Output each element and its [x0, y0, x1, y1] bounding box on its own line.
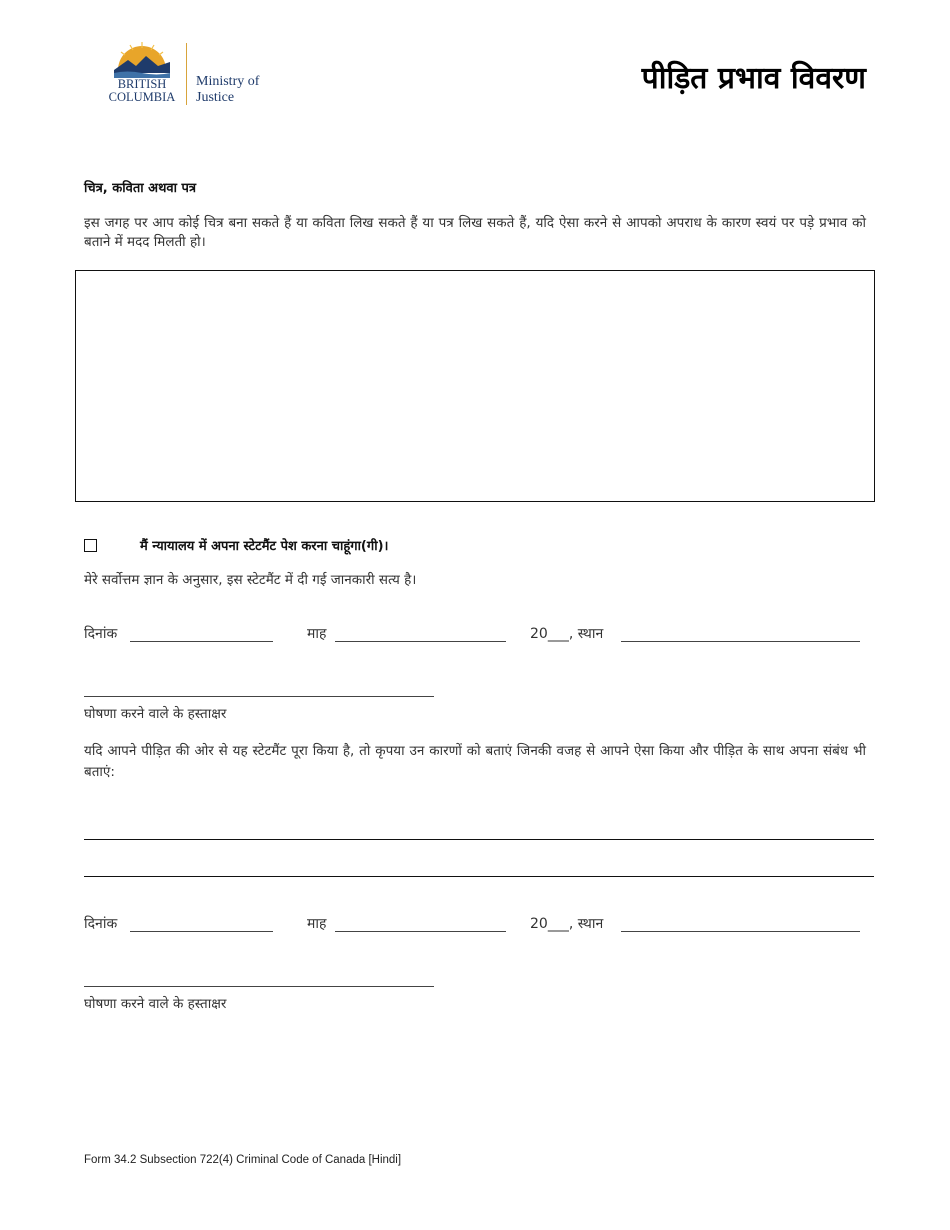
declarant-signature-field[interactable]: [84, 696, 434, 697]
year-place-label: 20___, स्थान: [530, 916, 604, 932]
on-behalf-date-row: [84, 914, 864, 936]
declaration-date-row: [84, 624, 864, 646]
month-field[interactable]: [335, 931, 506, 932]
document-title: पीड़ित प्रभाव विवरण: [641, 61, 866, 96]
logo-province-name: [104, 78, 180, 104]
month-label: माह: [307, 626, 327, 642]
logo-ministry-line1: Ministry of: [196, 74, 260, 89]
present-in-court-label: मैं न्यायालय में अपना स्टेटमैंट पेश करना चाहूंगा(गी)।: [140, 539, 389, 554]
date-label: दिनांक: [84, 626, 118, 642]
year-place-label: 20___, स्थान: [530, 626, 604, 642]
date-field[interactable]: [130, 641, 273, 642]
present-in-court-checkbox[interactable]: [84, 539, 97, 552]
reason-line-2[interactable]: [84, 876, 874, 877]
declarant-signature-label: घोषणा करने वाले के हस्ताक्षर: [84, 706, 227, 722]
present-in-court-option[interactable]: [84, 536, 784, 556]
bc-ministry-logo: [104, 40, 274, 108]
drawing-section-heading: चित्र, कविता अथवा पत्र: [84, 181, 197, 196]
on-behalf-instructions: यदि आपने पीड़ित की ओर से यह स्टेटमैंट पूरा किया है, तो कृपया उन कारणों को बताएं जिनकी वजह से आपने ऐसा किया और पीड़ित के साथ अपना संबंध भी बताएं:: [84, 743, 866, 780]
bc-sun-mountain-icon: [112, 40, 172, 80]
reason-line-1[interactable]: [84, 839, 874, 840]
date-label: दिनांक: [84, 916, 118, 932]
place-field[interactable]: [621, 931, 860, 932]
logo-divider: [186, 43, 187, 105]
drawing-area[interactable]: [75, 270, 875, 502]
date-field[interactable]: [130, 931, 273, 932]
on-behalf-signature-label: घोषणा करने वाले के हस्ताक्षर: [84, 996, 227, 1012]
drawing-instructions: इस जगह पर आप कोई चित्र बना सकते हैं या कविता लिख सकते हैं या पत्र लिख सकते हैं, यदि ऐसा करने से आपको अपराध के कारण स्वयं पर पड़े प्रभाव को बताने में मदद मिलती हो।: [84, 215, 866, 250]
logo-bc-line1: BRITISH: [117, 77, 167, 91]
place-field[interactable]: [621, 641, 860, 642]
logo-bc-line2: COLUMBIA: [108, 90, 176, 104]
logo-ministry-name: [196, 74, 259, 106]
on-behalf-signature-field[interactable]: [84, 986, 434, 987]
month-field[interactable]: [335, 641, 506, 642]
month-label: माह: [307, 916, 327, 932]
logo-ministry-line2: Justice: [196, 90, 235, 105]
declaration-statement: मेरे सर्वोत्तम ज्ञान के अनुसार, इस स्टेटमैंट में दी गई जानकारी सत्य है।: [84, 572, 417, 588]
form-footer: Form 34.2 Subsection 722(4) Criminal Code of Canada [Hindi]: [84, 1154, 402, 1166]
